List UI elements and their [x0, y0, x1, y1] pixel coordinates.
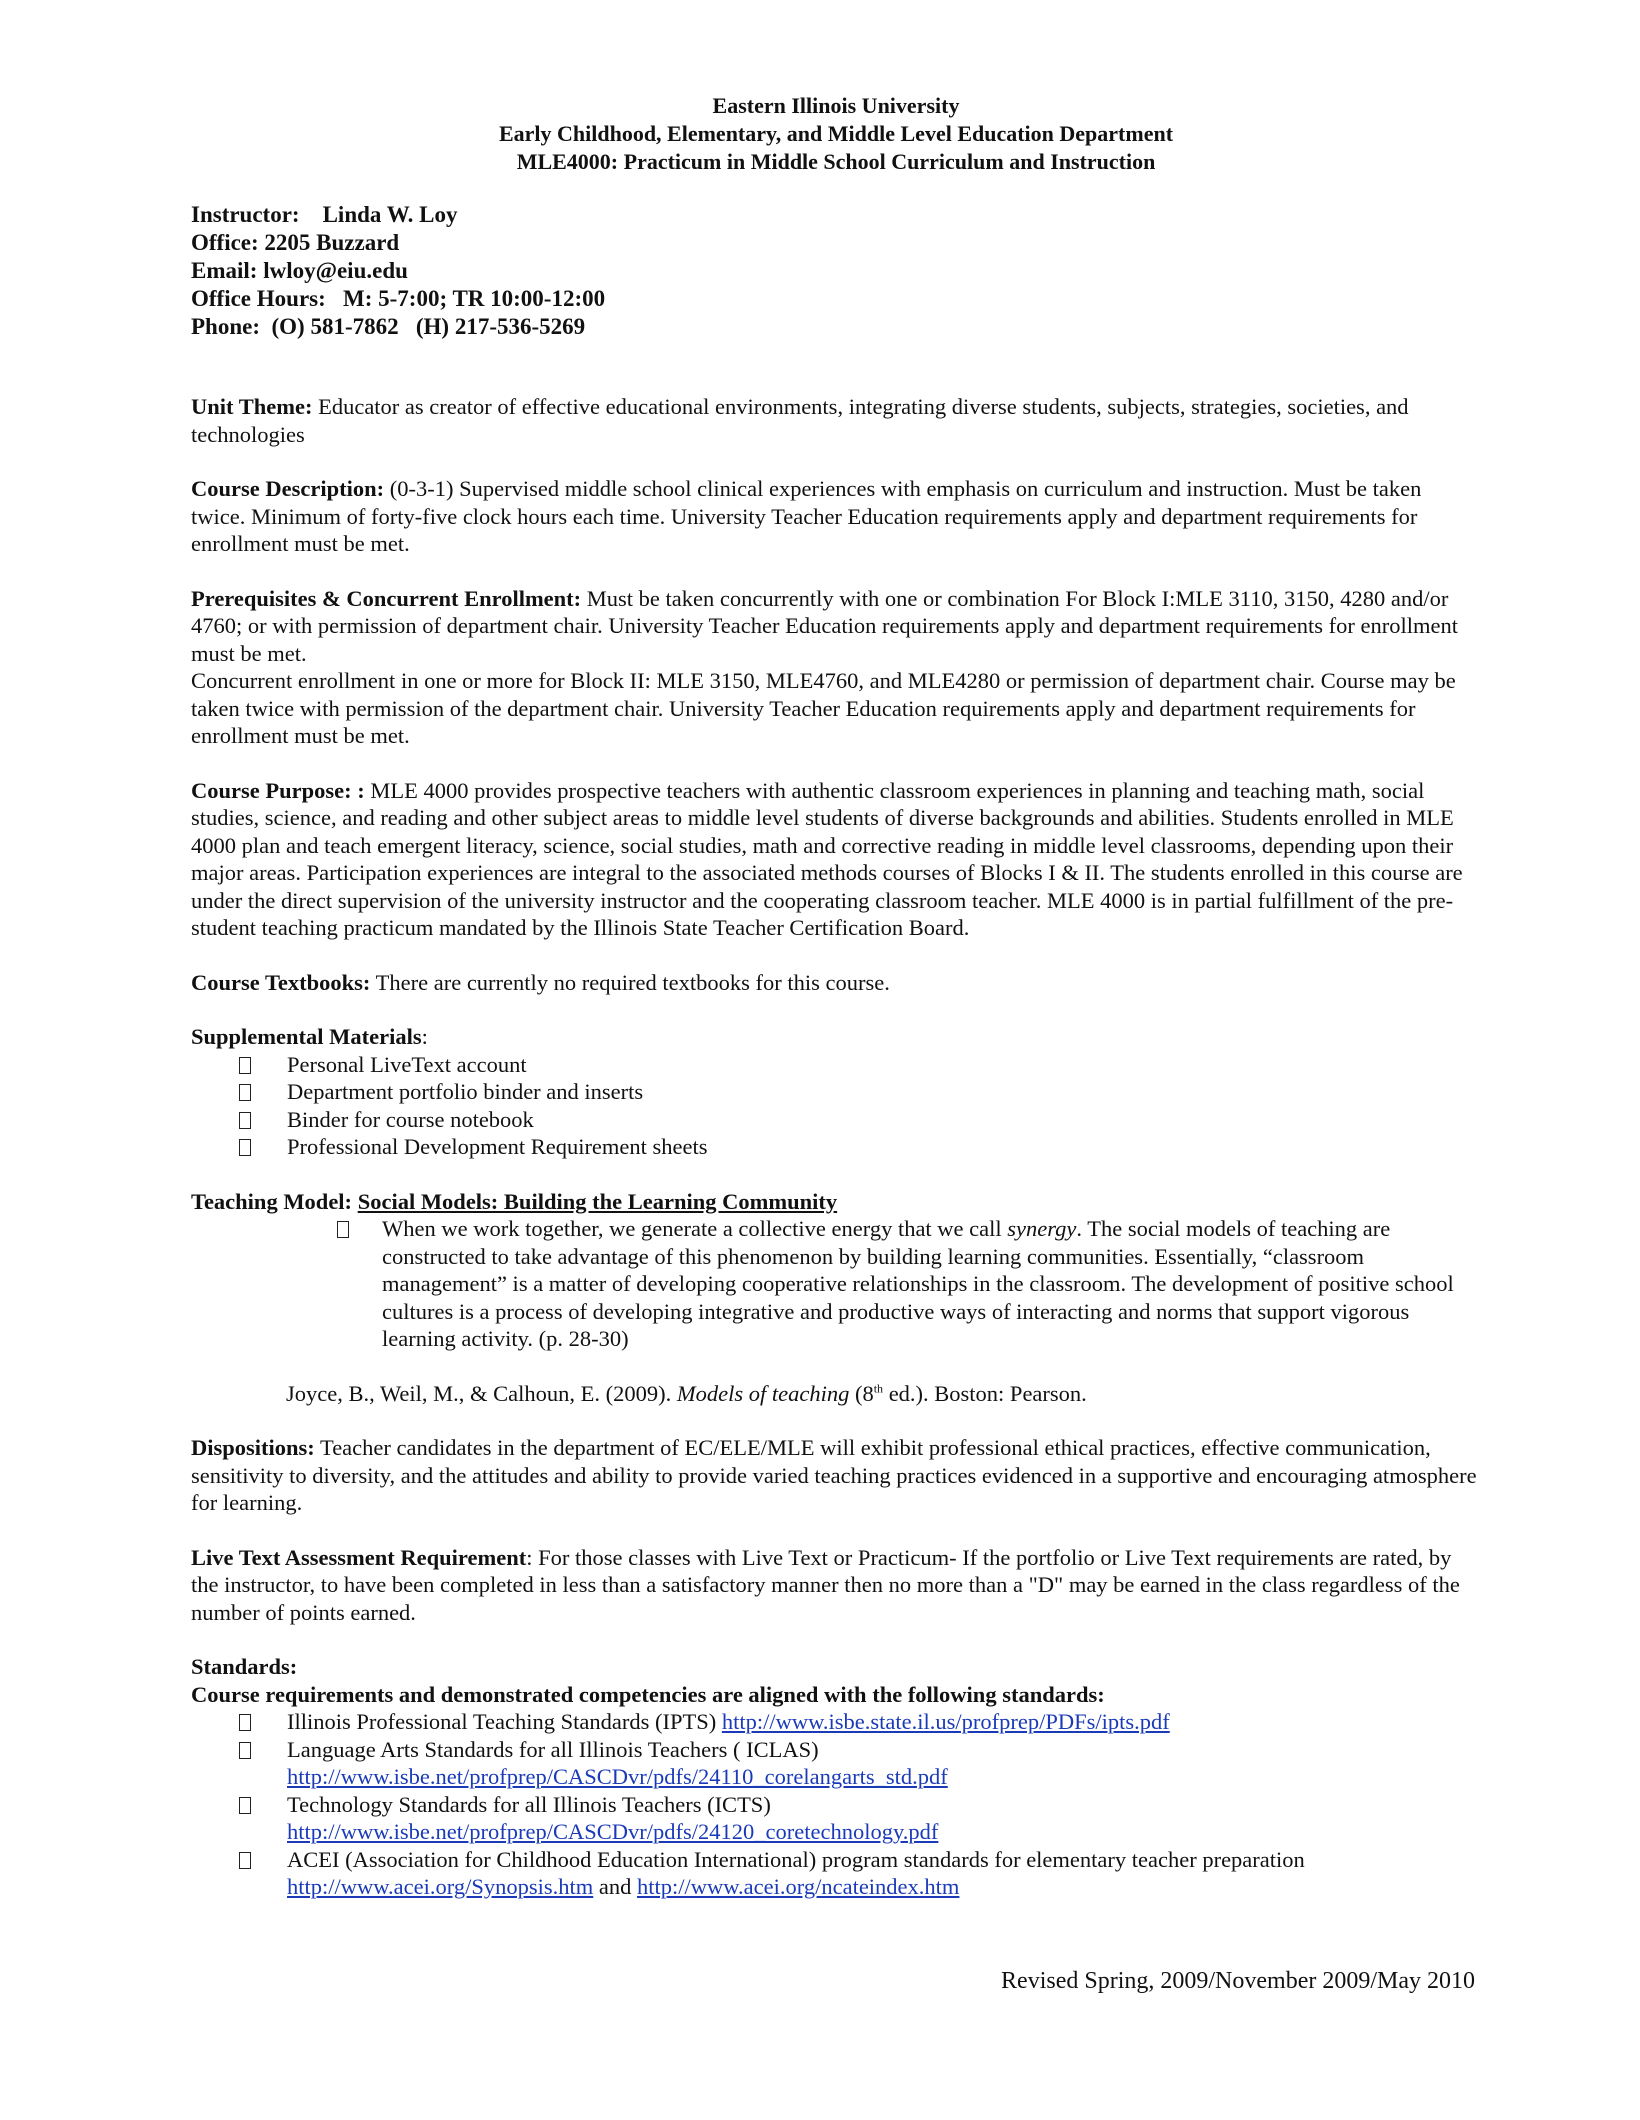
teaching-model-quote: [191, 1215, 1481, 1353]
bullet-box-icon: [239, 1112, 251, 1129]
icts-text: Technology Standards for all Illinois Teachers (ICTS): [287, 1791, 771, 1817]
office-hours-line: Office Hours: M: 5-7:00; TR 10:00-12:00: [191, 286, 606, 311]
supplemental-label: Supplemental Materials: [191, 1024, 422, 1049]
list-item: [191, 1051, 1481, 1079]
quote-emphasis: synergy: [1007, 1216, 1077, 1241]
course-purpose-text: MLE 4000 provides prospective teachers with authentic classroom experiences in planning and teaching math, social studies, science, and reading and other subject areas to middle level students of diverse backgrounds and abilities. Students enrolled in MLE 4000 plan and teach emergent literacy, science, social studies, math and corrective reading in middle level classrooms, depending upon their major areas. Participation experiences are integral to the associated methods courses of Blocks I & II. The students enrolled in this course are under the direct supervision of the university instructor and the cooperating classroom teacher. MLE 4000 is in partial fulfillment of the pre-student teaching practicum mandated by the Illinois State Teacher Certification Board.: [191, 777, 1463, 940]
list-item: [191, 1708, 1481, 1736]
unit-theme-text: Educator as creator of effective educational environments, integrating diverse students, subjects, strategies, societies, and technologies: [191, 394, 1409, 447]
livetext-text: : For those classes with Live Text or Practicum- If the portfolio or Live Text requirements are rated, by the instructor, to have been completed in less than a satisfactory manner then no more than a "D" may be earned in the class regardless of the number of points earned.: [191, 1544, 1460, 1625]
department-name: Early Childhood, Elementary, and Middle Level Education Department: [498, 121, 1174, 146]
course-textbooks: [191, 969, 1481, 997]
phone-line: Phone: (O) 581-7862 (H) 217-536-5269: [191, 314, 586, 339]
prerequisites-para-1: [191, 585, 1481, 668]
quote-text-pre: When we work together, we generate a collective energy that we call: [382, 1216, 1008, 1241]
iclas-link[interactable]: http://www.isbe.net/profprep/CASCDvr/pdfs/24110_corelangarts_std.pdf: [287, 1764, 948, 1789]
list-item: [191, 1846, 1481, 1901]
list-item-text: Personal LiveText account: [287, 1051, 527, 1077]
bullet-box-icon: [239, 1139, 251, 1156]
acei-and: and: [593, 1874, 637, 1899]
bullet-box-icon: [337, 1221, 349, 1238]
quote-text-post: . The social models of teaching are constructed to take advantage of this phenomenon by building learning communities. Essentially, “classroom management” is a matter of developing cooperative relationships in the classroom. The development of positive school cultures is a process of developing integrative and productive ways of interacting and norms that support vigorous learning activity. (p. 28-30): [382, 1216, 1454, 1351]
email-line: Email: lwloy@eiu.edu: [191, 258, 408, 283]
unit-theme-label: Unit Theme:: [191, 394, 313, 419]
supplemental-colon: :: [421, 1024, 428, 1049]
contact-block: [191, 201, 1481, 341]
prerequisites-text-1: Must be taken concurrently with one or combination For Block I:MLE 3110, 3150, 4280 and/or 4760; or with permission of department chair. University Teacher Education requirements apply and department requirements for enrollment must be met.: [191, 585, 1458, 666]
citation-sup: th: [873, 1381, 884, 1395]
list-item: [191, 1078, 1481, 1106]
course-purpose: [191, 777, 1481, 942]
livetext-requirement: [191, 1544, 1481, 1627]
acei-link-synopsis[interactable]: http://www.acei.org/Synopsis.htm: [287, 1874, 594, 1899]
acei-link-ncate[interactable]: http://www.acei.org/ncateindex.htm: [637, 1874, 960, 1899]
list-item: [191, 1791, 1481, 1846]
dispositions-text: Teacher candidates in the department of EC/ELE/MLE will exhibit professional ethical practices, effective communication, sensitivity to diversity, and the attitudes and ability to provide varied teaching practices evidenced in a supportive and encouraging atmosphere for learning.: [191, 1435, 1477, 1515]
bullet-box-icon: [239, 1852, 251, 1869]
bullet-box-icon: [239, 1084, 251, 1101]
icts-link[interactable]: http://www.isbe.net/profprep/CASCDvr/pdfs/24120_coretechnology.pdf: [287, 1819, 939, 1844]
bullet-box-icon: [239, 1742, 251, 1759]
course-description-text: (0-3-1) Supervised middle school clinical experiences with emphasis on curriculum and instruction. Must be taken twice. Minimum of forty-five clock hours each time. University Teacher Education requirements apply and department requirements for enrollment must be met.: [191, 476, 1422, 556]
syllabus-page: [191, 92, 1481, 1901]
supplemental-heading: [191, 1023, 1481, 1051]
office-line: Office: 2205 Buzzard: [191, 230, 400, 255]
citation-mid: (8: [849, 1380, 874, 1406]
dispositions-label: Dispositions:: [191, 1435, 315, 1460]
list-item: [191, 1736, 1481, 1791]
standards-list: [191, 1708, 1481, 1901]
course-textbooks-label: Course Textbooks:: [191, 969, 371, 995]
list-item-text: Department portfolio binder and inserts: [287, 1079, 644, 1104]
instructor-name: Linda W. Loy: [322, 202, 458, 227]
citation-pre: Joyce, B., Weil, M., & Calhoun, E. (2009).: [286, 1380, 677, 1406]
university-name: Eastern Illinois University: [712, 93, 960, 118]
iclas-text: Language Arts Standards for all Illinois Teachers ( ICLAS): [287, 1736, 819, 1762]
list-item: [191, 1106, 1481, 1134]
citation-title: Models of teaching: [676, 1380, 850, 1406]
acei-text: ACEI (Association for Childhood Education International) program standards for elementary teacher preparation: [287, 1846, 1305, 1872]
bullet-box-icon: [239, 1797, 251, 1814]
teaching-model-title: Social Models: Building the Learning Community: [357, 1188, 838, 1214]
standards: [191, 1653, 1481, 1901]
revision-footer: Revised Spring, 2009/November 2009/May 2010: [1001, 1968, 1475, 1994]
supplemental-list: [191, 1051, 1481, 1161]
ipts-text: Illinois Professional Teaching Standards (IPTS): [287, 1709, 722, 1734]
prerequisites: [191, 585, 1481, 750]
livetext-label: Live Text Assessment Requirement: [191, 1544, 527, 1570]
course-description: [191, 475, 1481, 558]
unit-theme: [191, 393, 1481, 448]
instructor-label: Instructor:: [191, 202, 300, 227]
teaching-model-label: Teaching Model:: [191, 1188, 353, 1214]
teaching-model: [191, 1188, 1481, 1408]
standards-label: Standards:: [191, 1654, 298, 1679]
dispositions: [191, 1434, 1481, 1517]
document-header: [191, 92, 1481, 176]
course-title: MLE4000: Practicum in Middle School Curriculum and Instruction: [516, 149, 1156, 174]
course-textbooks-text: There are currently no required textbooks for this course.: [370, 969, 890, 995]
ipts-link[interactable]: http://www.isbe.state.il.us/profprep/PDFs/ipts.pdf: [721, 1709, 1170, 1734]
citation-post: ed.). Boston: Pearson.: [883, 1380, 1087, 1406]
teaching-model-citation: [191, 1380, 1481, 1408]
list-item-text: Professional Development Requirement sheets: [287, 1134, 708, 1159]
bullet-box-icon: [239, 1714, 251, 1731]
supplemental-materials: [191, 1023, 1481, 1161]
instructor-line: [191, 201, 1481, 229]
prerequisites-text-2: Concurrent enrollment in one or more for Block II: MLE 3150, MLE4760, and MLE4280 or permission of department chair. Course may be taken twice with permission of the department chair. University Teacher Education requirements apply and department requirements for enrollment must be met.: [191, 668, 1456, 748]
prerequisites-label: Prerequisites & Concurrent Enrollment:: [191, 585, 582, 611]
list-item: [191, 1133, 1481, 1161]
list-item-text: Binder for course notebook: [287, 1106, 534, 1132]
teaching-model-heading: [191, 1188, 1481, 1216]
bullet-box-icon: [239, 1057, 251, 1074]
course-description-label: Course Description:: [191, 476, 385, 501]
standards-intro: Course requirements and demonstrated competencies are aligned with the following standards:: [191, 1681, 1105, 1707]
course-purpose-label: Course Purpose: :: [191, 777, 365, 803]
